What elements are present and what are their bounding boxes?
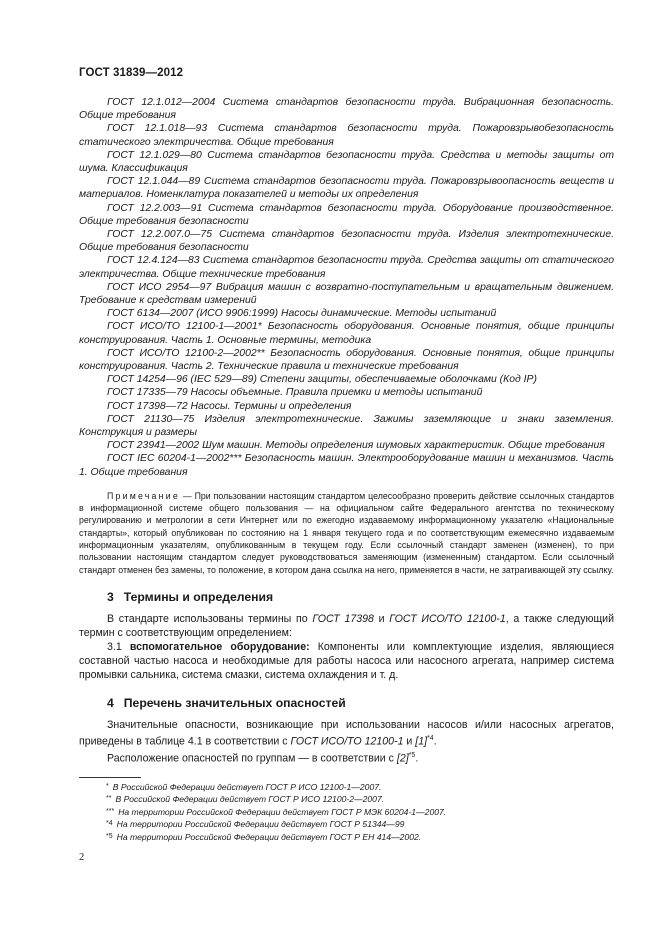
- text-run: .: [415, 752, 419, 765]
- reference-item: ГОСТ IEC 60204-1—2002*** Безопасность машин. Электрооборудование машин и механизмов. Часть 1. Общие требования: [79, 453, 614, 478]
- reference-item: ГОСТ 12.1.044—89 Система стандартов безопасности труда. Пожаровзрывоопасность веществ и материалов. Номенклатура показателей и методы их определения: [79, 176, 614, 201]
- text-run: Значительные опасности, возникающие при использовании насосов и/или насосных агрегатов, приведены в таблице 4.1 в соответствии с: [79, 718, 614, 748]
- section-3-heading: [79, 590, 614, 604]
- reference-item: ГОСТ ИСО/ТО 12100-1—2001* Безопасность оборудования. Основные понятия, общие принципы конструирования. Часть 1. Основные термины, методика: [79, 321, 614, 346]
- footnote-mark: *4: [106, 820, 113, 828]
- section-number: 4: [107, 695, 114, 710]
- section-4-paragraph-1: [79, 718, 614, 749]
- footnote-text: На территории Российской Федерации действует ГОСТ Р МЭК 60204-1—2007.: [118, 806, 447, 817]
- footnote-text: На территории Российской Федерации действует ГОСТ Р 51344—99: [116, 819, 405, 830]
- footnote: [79, 831, 614, 843]
- text-run: и: [373, 612, 390, 625]
- text-run: Расположение опасностей по группам — в соответствии с: [107, 752, 397, 765]
- note-paragraph: [79, 490, 614, 576]
- page-number: 2: [79, 852, 85, 863]
- text-run: и: [403, 735, 416, 748]
- reference-link: ГОСТ ИСО/ТО 12100-1: [290, 735, 404, 748]
- footnote-mark: ***: [106, 807, 115, 815]
- footnote: [79, 781, 614, 793]
- text-run: В стандарте использованы термины по: [107, 612, 313, 625]
- footnotes: [79, 781, 614, 843]
- reference-item: ГОСТ 12.1.018—93 Система стандартов безопасности труда. Пожаровзрывобезопасность статического электричества. Общие требования: [79, 123, 614, 148]
- page-header: ГОСТ 31839—2012: [79, 67, 184, 79]
- text-run: .: [433, 735, 437, 748]
- footnote: [79, 793, 614, 805]
- reference-item: ГОСТ 12.1.029—80 Система стандартов безопасности труда. Средства и методы защиты от шума. Классификация: [79, 149, 614, 175]
- section-4-heading: [79, 696, 614, 710]
- reference-item: ГОСТ 17398—72 Насосы. Термины и определения: [107, 400, 352, 412]
- reference-item: ГОСТ 23941—2002 Шум машин. Методы определения шумовых характеристик. Общие требования: [107, 440, 605, 452]
- footnote-text: В Российской Федерации действует ГОСТ Р ИСО 12100-1—2007.: [112, 782, 382, 792]
- reference-item: ГОСТ 12.1.012—2004 Система стандартов безопасности труда. Вибрационная безопасность. Общие требования: [79, 97, 614, 122]
- note-text: — При пользовании настоящим стандартом целесообразно проверить действие ссылочных стандартов в информационной системе общего пользования — на официальном сайте Федерального агентства по техническому регулированию и метрологии в сети Интернет или по ежегодно издаваемому информационному указателю «Национальные стандарты», который опубликован по состоянию на 1 января текущего года и по соответствующим ежемесячно издаваемым информационным указателям, опубликованным в текущем году. Если ссылочный стандарт заменен (изменен), то при пользовании настоящим стандартом следует руководствоваться заменяющим (измененным) стандартом. Если ссылочный стандарт отменен без замены, то положение, в котором дана ссылка на него, применяется в части, не затрагивающей эту ссылку.: [79, 490, 614, 575]
- section-4: [79, 696, 614, 765]
- reference-item: ГОСТ ИСО 2954—97 Вибрация машин с возвратно-поступательным и вращательным движением. Требование к средствам измерений: [79, 281, 614, 307]
- reference-item: ГОСТ 17335—79 Насосы объемные. Правила приемки и методы испытаний: [107, 387, 483, 399]
- reference-link: [1]: [415, 735, 428, 748]
- section-4-paragraph-2: [79, 749, 614, 766]
- section-3-term-definition: [79, 640, 614, 682]
- footnote-mark: *: [106, 783, 109, 790]
- reference-item: ГОСТ 12.4.124—83 Система стандартов безопасности труда. Средства защиты от статического электричества. Общие технические требования: [79, 255, 614, 280]
- definition-text: Компоненты или комплектующие изделия, являющиеся составной частью насоса и необходимые для работы насоса или насосного агрегата, например система промывки сальника, система смазки, система охлаждения и т. д.: [79, 640, 614, 681]
- footnote-marker: *4: [427, 734, 434, 742]
- reference-link: ГОСТ ИСО/ТО 12100-1: [389, 612, 506, 625]
- footnote-text: На территории Российской Федерации действует ГОСТ Р ЕН 414—2002.: [116, 831, 422, 842]
- footnote-text: В Российской Федерации действует ГОСТ Р ИСО 12100-2—2007.: [115, 794, 385, 805]
- section-3: [79, 590, 614, 682]
- page-body: [79, 96, 614, 765]
- note-label: Примечание: [107, 490, 180, 501]
- footnote-divider: [79, 777, 141, 778]
- section-title: Термины и определения: [123, 589, 274, 604]
- section-3-paragraph-1: [79, 612, 614, 640]
- text-run: , а также следующий термин с соответствующим определением:: [79, 612, 615, 639]
- footnote: [79, 806, 614, 818]
- reference-item: ГОСТ 14254—96 (IEC 529—89) Степени защиты, обеспечиваемые оболочками (Код IP): [107, 374, 537, 386]
- term: вспомогательное оборудование:: [129, 640, 310, 653]
- section-title: Перечень значительных опасностей: [123, 695, 346, 710]
- reference-item: ГОСТ 12.2.003—91 Система стандартов безопасности труда. Оборудование производственное. Общие требования безопасности: [79, 202, 614, 227]
- footnote-mark: **: [106, 795, 112, 803]
- reference-item: ГОСТ ИСО/ТО 12100-2—2002** Безопасность оборудования. Основные понятия, общие принципы конструирования. Часть 2. Технические правила и технические требования: [79, 347, 614, 373]
- reference-item: ГОСТ 21130—75 Изделия электротехнические. Зажимы заземляющие и знаки заземления. Конструкция и размеры: [79, 413, 614, 439]
- reference-link: ГОСТ 17398: [312, 612, 374, 625]
- reference-item: ГОСТ 6134—2007 (ИСО 9906:1999) Насосы динамические. Методы испытаний: [107, 308, 497, 320]
- reference-item: ГОСТ 12.2.007.0—75 Система стандартов безопасности труда. Изделия электротехнические. Общие требования безопасности: [79, 229, 614, 254]
- reference-link: [2]: [396, 752, 409, 765]
- footnote-mark: *5: [106, 832, 113, 840]
- section-number: 3: [107, 589, 114, 604]
- normative-references-list: [79, 96, 614, 479]
- footnote-marker: *5: [408, 751, 416, 759]
- footnote: [79, 818, 614, 830]
- clause-number: 3.1: [107, 640, 130, 653]
